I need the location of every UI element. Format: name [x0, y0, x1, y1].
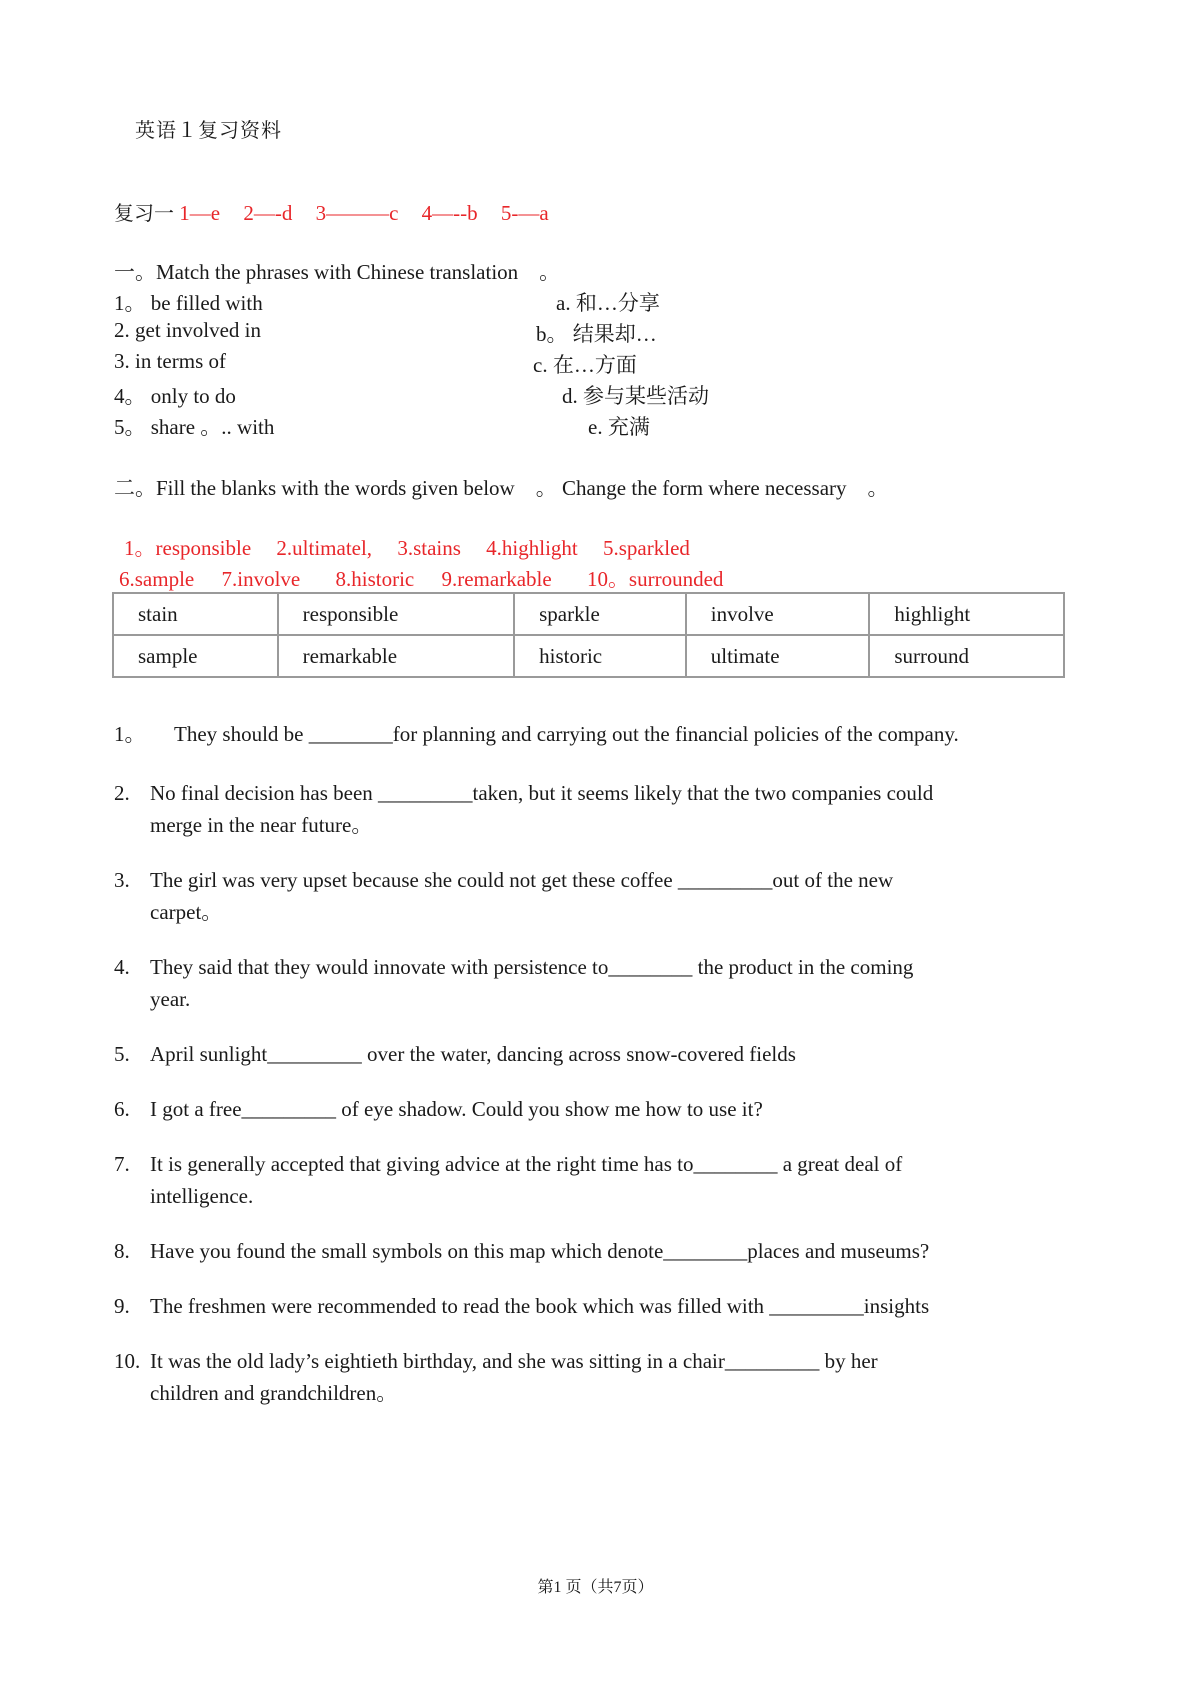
question-item [114, 951, 914, 1011]
question-text: carpet。 [150, 900, 223, 924]
word-cell: sample [113, 635, 278, 677]
word-cell: remarkable [278, 635, 514, 677]
question-number: 3. [114, 868, 130, 892]
section2-answers-line [124, 532, 690, 562]
word-cell: historic [514, 635, 686, 677]
section1-heading: 一。Match the phrases with Chinese translation 。 [114, 260, 561, 284]
question-number: 5. [114, 1042, 130, 1066]
page-footer: 第1 页（共7页） [537, 1579, 654, 1596]
question-number: 10. [114, 1349, 141, 1373]
question-text: children and grandchildren。 [150, 1381, 398, 1405]
section2-answer: 5.sparkled [603, 536, 690, 560]
word-cell: ultimate [686, 635, 870, 677]
section2-answer: 4.highlight [486, 536, 578, 560]
review1-answer: 3———c [315, 201, 399, 225]
question-item [114, 1038, 796, 1070]
question-item [114, 864, 894, 924]
word-cell: involve [686, 593, 870, 635]
section2-answer: 8.historic [335, 567, 415, 591]
question-text: intelligence. [150, 1184, 254, 1208]
question-item [114, 1093, 763, 1125]
question-text: April sunlight_________ over the water, dancing across snow-covered fields [150, 1042, 796, 1066]
question-number: 1。 [114, 722, 146, 746]
section2-answer: 6.sample [119, 567, 195, 591]
review1-answer: 4—--b [421, 201, 478, 225]
phrase-left: 3. in terms of [114, 349, 226, 373]
section2-heading: 二。Fill the blanks with the words given below 。 Change the form where necessary 。 [114, 476, 889, 500]
section2-answer: 1。responsible [124, 536, 252, 560]
word-cell: responsible [278, 593, 514, 635]
translation-right: c. 在…方面 [533, 353, 637, 377]
question-text: It is generally accepted that giving advice at the right time has to________ a great deal of [150, 1152, 903, 1176]
section2-answer: 10。surrounded [586, 567, 724, 591]
review1-line [114, 197, 549, 226]
translation-right: e. 充满 [588, 415, 650, 439]
review1-answer: 2—-d [243, 201, 293, 225]
question-text: Have you found the small symbols on this map which denote________places and museums? [150, 1239, 930, 1263]
question-item [114, 777, 934, 837]
question-number: 9. [114, 1294, 130, 1318]
document-title: 英语１复习资料 [135, 120, 282, 142]
question-number: 7. [114, 1152, 130, 1176]
section2-answer: 9.remarkable [441, 567, 552, 591]
question-number: 8. [114, 1239, 130, 1263]
question-text: I got a free_________ of eye shadow. Could you show me how to use it? [150, 1097, 763, 1121]
translation-right: d. 参与某些活动 [562, 384, 709, 408]
question-text: merge in the near future。 [150, 813, 373, 837]
question-text: The girl was very upset because she could not get these coffee _________out of the new [150, 868, 894, 892]
question-text: It was the old lady’s eightieth birthday, and she was sitting in a chair_________ by her [150, 1349, 878, 1373]
question-item [114, 718, 959, 750]
phrase-left: 5。 share 。.. with [114, 415, 275, 439]
word-cell: stain [113, 593, 278, 635]
question-item [114, 1235, 930, 1267]
review1-label: 复习一 [114, 203, 174, 225]
question-number: 6. [114, 1097, 130, 1121]
translation-right: b。 结果却… [536, 322, 657, 346]
question-number: 4. [114, 955, 130, 979]
question-item [114, 1148, 903, 1208]
phrase-left: 1。 be filled with [114, 291, 263, 315]
question-text: They said that they would innovate with persistence to________ the product in the coming [150, 955, 914, 979]
section2-answers-line [119, 563, 723, 593]
question-text: No final decision has been _________taken, but it seems likely that the two companies could [150, 781, 934, 805]
review1-answer: 1—e [179, 201, 221, 225]
table-row [113, 593, 1064, 635]
section2-answer: 7.involve [221, 567, 301, 591]
word-bank-table [112, 592, 1065, 678]
translation-right: a. 和…分享 [556, 291, 660, 315]
question-item [114, 1345, 878, 1405]
question-item [114, 1290, 930, 1322]
section2-answer: 2.ultimatel, [276, 536, 373, 560]
review1-answer: 5-—a [500, 201, 549, 225]
phrase-left: 4。 only to do [114, 384, 236, 408]
question-number: 2. [114, 781, 130, 805]
section2-answer: 3.stains [397, 536, 461, 560]
question-text: year. [150, 987, 191, 1011]
question-text: The freshmen were recommended to read the book which was filled with _________insights [150, 1294, 930, 1318]
word-cell: highlight [869, 593, 1064, 635]
table-row [113, 635, 1064, 677]
phrase-left: 2. get involved in [114, 318, 261, 342]
word-cell: sparkle [514, 593, 686, 635]
word-cell: surround [869, 635, 1064, 677]
question-text: They should be ________for planning and carrying out the financial policies of the company. [174, 722, 959, 746]
